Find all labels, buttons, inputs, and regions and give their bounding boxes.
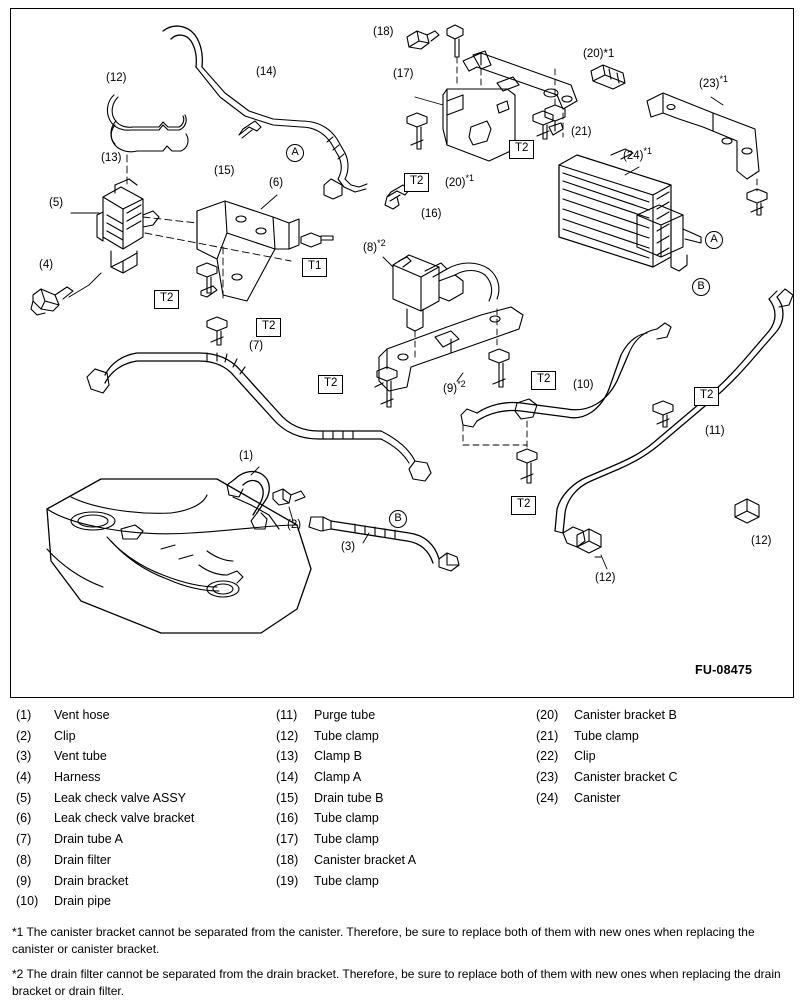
legend-label: Purge tube: [314, 708, 376, 722]
legend-number: (12): [276, 728, 299, 743]
callout-12-right: (12): [751, 535, 772, 547]
legend-label: Tube clamp: [314, 832, 379, 847]
list-item: [12, 853, 272, 874]
vent-tube: [309, 517, 459, 571]
legend-column-1: [12, 708, 272, 915]
legend-label: Tube clamp: [314, 728, 379, 743]
legend-label: Tube clamp: [314, 873, 379, 888]
callout-7: (7): [249, 340, 264, 352]
canister-bracket-b: [463, 53, 577, 109]
legend-number: (2): [16, 728, 32, 743]
leak-check-valve-bracket: [197, 201, 333, 301]
clamp-b-part: [107, 95, 186, 130]
harness: [31, 287, 73, 315]
legend-number: (13): [276, 749, 299, 764]
legend-number: (4): [16, 770, 32, 785]
section-mark-b-2: B: [389, 510, 407, 528]
callout-16: (15): [214, 165, 235, 177]
legend-label: Canister: [574, 790, 621, 805]
list-item: [12, 811, 272, 832]
callout-5: (5): [49, 197, 64, 209]
list-item: [272, 832, 532, 853]
list-item: [12, 874, 272, 895]
section-mark-a-2: A: [705, 231, 723, 249]
torque-mark-t2-h: T2: [694, 387, 719, 406]
callout-23: $(23)^{*1}$: [699, 74, 728, 90]
legend-number: (11): [276, 708, 298, 722]
legend: [12, 708, 794, 915]
legend-number: (19): [276, 873, 299, 888]
legend-number: (1): [16, 708, 32, 722]
legend-label: Harness: [54, 770, 101, 785]
callout-4: (4): [39, 259, 54, 271]
list-item: [272, 811, 532, 832]
torque-mark-t1: T1: [302, 258, 327, 277]
legend-label: Canister bracket A: [314, 852, 417, 867]
drain-filter: [393, 255, 499, 331]
legend-label: Drain pipe: [54, 894, 111, 909]
list-item: [272, 874, 532, 895]
footnote-2: *2 The drain filter cannot be separated from the drain bracket. Therefore, be sure to replace both of them with new ones when replacing the drain bracket or drain filter.: [12, 967, 781, 999]
callout-8: $(8)^{*2}$: [363, 238, 386, 254]
list-item: [272, 708, 532, 729]
clip-2: [273, 489, 305, 505]
legend-number: (16): [276, 811, 299, 826]
legend-number: (24): [536, 790, 559, 805]
legend-label: Drain filter: [54, 852, 111, 867]
clip-22: [545, 105, 565, 135]
legend-number: (6): [16, 811, 32, 826]
list-item: [532, 708, 792, 729]
callout-18: (17): [393, 68, 414, 80]
footnote-1: *1 The canister bracket cannot be separated from the canister. Therefore, be sure to replace both of them with new ones when replacing the canister or canister bracket.: [12, 925, 755, 957]
legend-number: (10): [16, 894, 39, 909]
footnotes: [12, 924, 794, 1008]
legend-number: (17): [276, 832, 299, 847]
list-item: [272, 770, 532, 791]
legend-number: (7): [16, 832, 32, 847]
callout-11: (11): [705, 425, 725, 437]
legend-number: (23): [536, 770, 559, 785]
legend-number: (20): [536, 708, 559, 722]
fuel-tank: [47, 479, 311, 633]
legend-label: Clip: [574, 749, 596, 764]
legend-number: (22): [536, 749, 559, 764]
section-mark-a-1: A: [286, 144, 304, 162]
bolt-drain-pipe: [653, 401, 673, 427]
list-item: [12, 791, 272, 812]
legend-number: (3): [16, 749, 32, 764]
diagram-frame: [10, 8, 794, 698]
legend-label: Drain bracket: [54, 873, 129, 888]
vent-hose: [227, 472, 269, 529]
callout-12-lower: (12): [595, 572, 616, 584]
legend-number: (5): [16, 790, 32, 805]
torque-mark-t2-c: T2: [318, 375, 343, 394]
legend-number: (15): [276, 790, 299, 805]
legend-label: Leak check valve bracket: [54, 811, 195, 826]
torque-mark-t2-a: T2: [154, 290, 179, 309]
legend-number: (9): [16, 873, 32, 888]
callout-21: (20)*1: [583, 48, 615, 60]
callout-3: (3): [341, 541, 356, 553]
tube-clamp-19: [407, 31, 439, 49]
torque-mark-t2-g: T2: [511, 496, 536, 515]
callout-15: (14): [256, 66, 277, 78]
list-item: [532, 770, 792, 791]
bolt-bracket-a-top: [447, 25, 491, 69]
legend-label: Canister bracket B: [574, 708, 677, 722]
torque-mark-t2-f: T2: [531, 371, 556, 390]
torque-mark-t2-b: T2: [256, 318, 281, 337]
tube-clamp-12-lower: [577, 529, 601, 557]
tube-clamp-21: [591, 65, 625, 89]
legend-label: Clamp A: [314, 770, 362, 785]
legend-label: Drain tube A: [54, 832, 123, 847]
list-item: [272, 791, 532, 812]
legend-label: Vent hose: [54, 708, 110, 722]
callout-24: $(24)^{*1}$: [623, 146, 652, 162]
leak-check-valve-assy: [97, 179, 159, 273]
list-item: [532, 729, 792, 750]
torque-mark-t2-d: T2: [404, 173, 429, 192]
legend-label: Clip: [54, 728, 76, 743]
legend-number: (8): [16, 852, 32, 867]
bolt-bracket-a-bottom-right: [533, 111, 553, 139]
bolt-drain-tube-a: [375, 383, 383, 387]
drain-tube-b: [163, 26, 367, 199]
figure-code: FU-08475: [695, 663, 753, 677]
bolt-below-bracket: [207, 317, 227, 345]
list-item: [272, 749, 532, 770]
callout-1: (1): [239, 450, 254, 462]
callout-17: (16): [421, 208, 442, 220]
legend-label: Leak check valve ASSY: [54, 790, 187, 805]
legend-label: Clamp B: [314, 749, 362, 764]
callout-13: (12): [106, 72, 127, 84]
legend-number: (14): [276, 770, 299, 785]
legend-label: Drain tube B: [314, 790, 384, 805]
list-item: [532, 791, 792, 812]
list-item: [12, 708, 272, 729]
legend-column-2: [272, 708, 532, 915]
callout-2: (2): [287, 519, 302, 531]
legend-number: (21): [536, 728, 559, 743]
bolt-bracket-a-bottom-left: [407, 113, 427, 149]
legend-label: Vent tube: [54, 749, 107, 764]
list-item: [12, 832, 272, 853]
section-mark-b-1: B: [692, 278, 710, 296]
list-item: [12, 770, 272, 791]
fuel-evap-system-diagram: [11, 9, 793, 697]
legend-number: (18): [276, 852, 299, 867]
tube-clamp-16: [239, 121, 261, 138]
torque-mark-t2-e: T2: [509, 140, 534, 159]
legend-label: Tube clamp: [574, 728, 639, 743]
canister-bracket-a: [415, 89, 515, 161]
list-item: [272, 853, 532, 874]
callout-20: $(20)^{*1}$: [445, 173, 474, 189]
canister-bracket-c: [647, 93, 767, 215]
callout-19: (18): [373, 26, 394, 38]
list-item: [272, 729, 532, 750]
legend-column-3: [532, 708, 792, 915]
legend-label: Tube clamp: [314, 811, 379, 826]
list-item: [12, 749, 272, 770]
callout-10: (10): [573, 379, 594, 391]
canister: [559, 146, 701, 271]
purge-tube: [555, 289, 793, 547]
list-item: [532, 749, 792, 770]
legend-label: Canister bracket C: [574, 770, 678, 785]
list-item: [12, 894, 272, 915]
callout-9: $(9)^{*2}$: [443, 379, 466, 395]
bolt-center-lower: [517, 449, 537, 483]
tube-clamp-12-right: [735, 499, 759, 523]
callout-14: (13): [101, 152, 122, 164]
callout-6: (6): [269, 177, 284, 189]
list-item: [12, 729, 272, 750]
callout-22: (21): [571, 126, 592, 138]
